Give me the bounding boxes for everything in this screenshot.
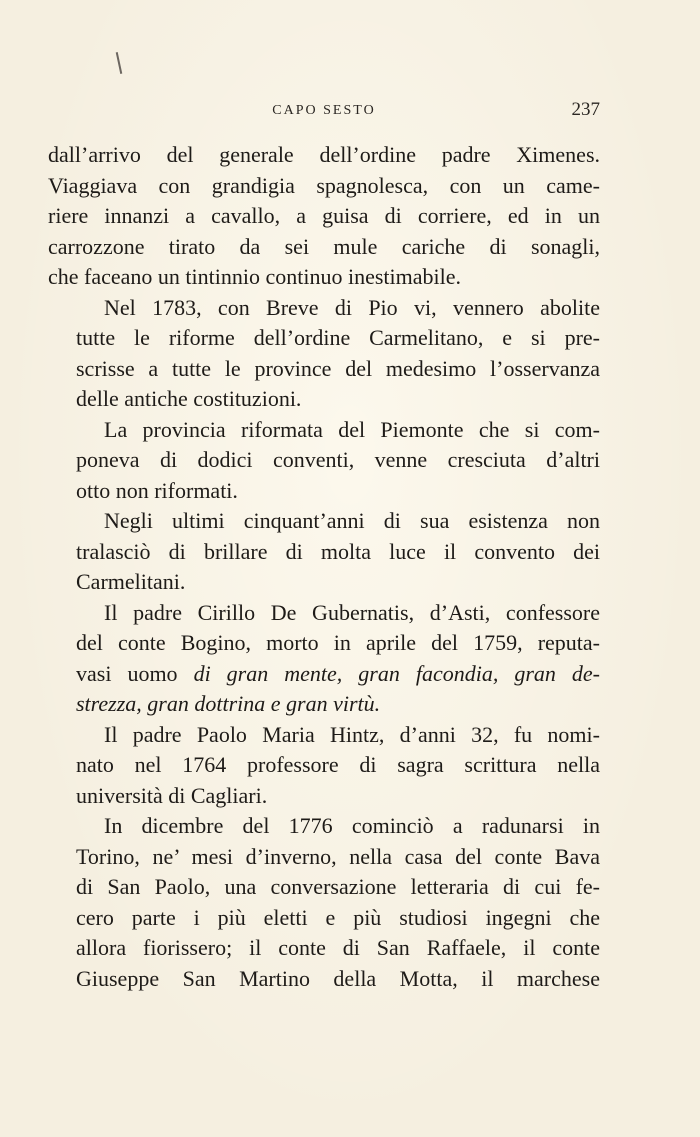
text-line: nato nel 1764 professore di sagra scrittura nella [76, 752, 600, 777]
text-line: La provincia riformata del Piemonte che si com- [104, 416, 600, 442]
text-line: riere innanzi a cavallo, a guisa di corriere, ed in un [48, 203, 600, 228]
text-line: del conte Bogino, morto in aprile del 1759, reputa- [76, 630, 600, 655]
text-line: poneva di dodici conventi, venne cresciuta d’altri [76, 447, 600, 472]
text-line: scrisse a tutte le province del medesimo l’osservanza [76, 355, 600, 381]
text-line: Giuseppe San Martino della Motta, il marchese [76, 965, 600, 991]
paragraph [48, 506, 600, 598]
text-line: Viaggiava con grandigia spagnolesca, con un came- [48, 172, 600, 198]
text-line: di San Paolo, una conversazione letteraria di cui fe- [76, 874, 600, 899]
text-segment: vasi uomo [76, 660, 194, 686]
text-line: Nel 1783, con Breve di Pio vi, vennero abolite [104, 294, 600, 320]
page-header [48, 99, 600, 125]
text-line: allora fiorissero; il conte di San Raffaele, il conte [76, 935, 600, 960]
paragraph [48, 720, 600, 812]
text-line-mixed [48, 659, 600, 690]
text-line: otto non riformati. [76, 477, 238, 503]
paragraph [48, 811, 600, 994]
italic-text-line: strezza, gran dottrina e gran virtù. [76, 691, 381, 716]
text-line: Negli ultimi cinquant’anni di sua esistenza non [104, 508, 600, 533]
ink-mark [116, 52, 123, 74]
text-line: Carmelitani. [76, 569, 186, 594]
text-line: Il padre Paolo Maria Hintz, d’anni 32, fu nomi- [104, 721, 600, 747]
text-line: carrozzone tirato da sei mule cariche di sonagli, [48, 233, 600, 259]
paragraph [48, 293, 600, 415]
paragraph [48, 598, 600, 720]
paragraph [48, 140, 600, 293]
text-line: tralasciò di brillare di molta luce il convento dei [76, 538, 600, 564]
text-line: cero parte i più eletti e più studiosi ingegni che [76, 904, 600, 930]
text-line: Torino, ne’ mesi d’inverno, nella casa del conte Bava [76, 843, 600, 869]
text-line: In dicembre del 1776 cominciò a radunarsi in [104, 813, 600, 838]
page-number: 237 [571, 99, 600, 120]
text-line: dall’arrivo del generale dell’ordine padre Ximenes. [48, 142, 600, 167]
text-line: università di Cagliari. [76, 782, 268, 808]
italic-text: di gran mente, gran facondia, gran de- [193, 660, 600, 686]
text-line: Il padre Cirillo De Gubernatis, d’Asti, confessore [104, 599, 600, 625]
text-line: delle antiche costituzioni. [76, 386, 302, 411]
paragraph [48, 415, 600, 507]
text-line: tutte le riforme dell’ordine Carmelitano, e si pre- [76, 325, 600, 350]
page-body [48, 140, 600, 994]
running-title: CAPO SESTO [272, 103, 376, 118]
text-line: che faceano un tintinnio continuo inestimabile. [48, 264, 461, 289]
